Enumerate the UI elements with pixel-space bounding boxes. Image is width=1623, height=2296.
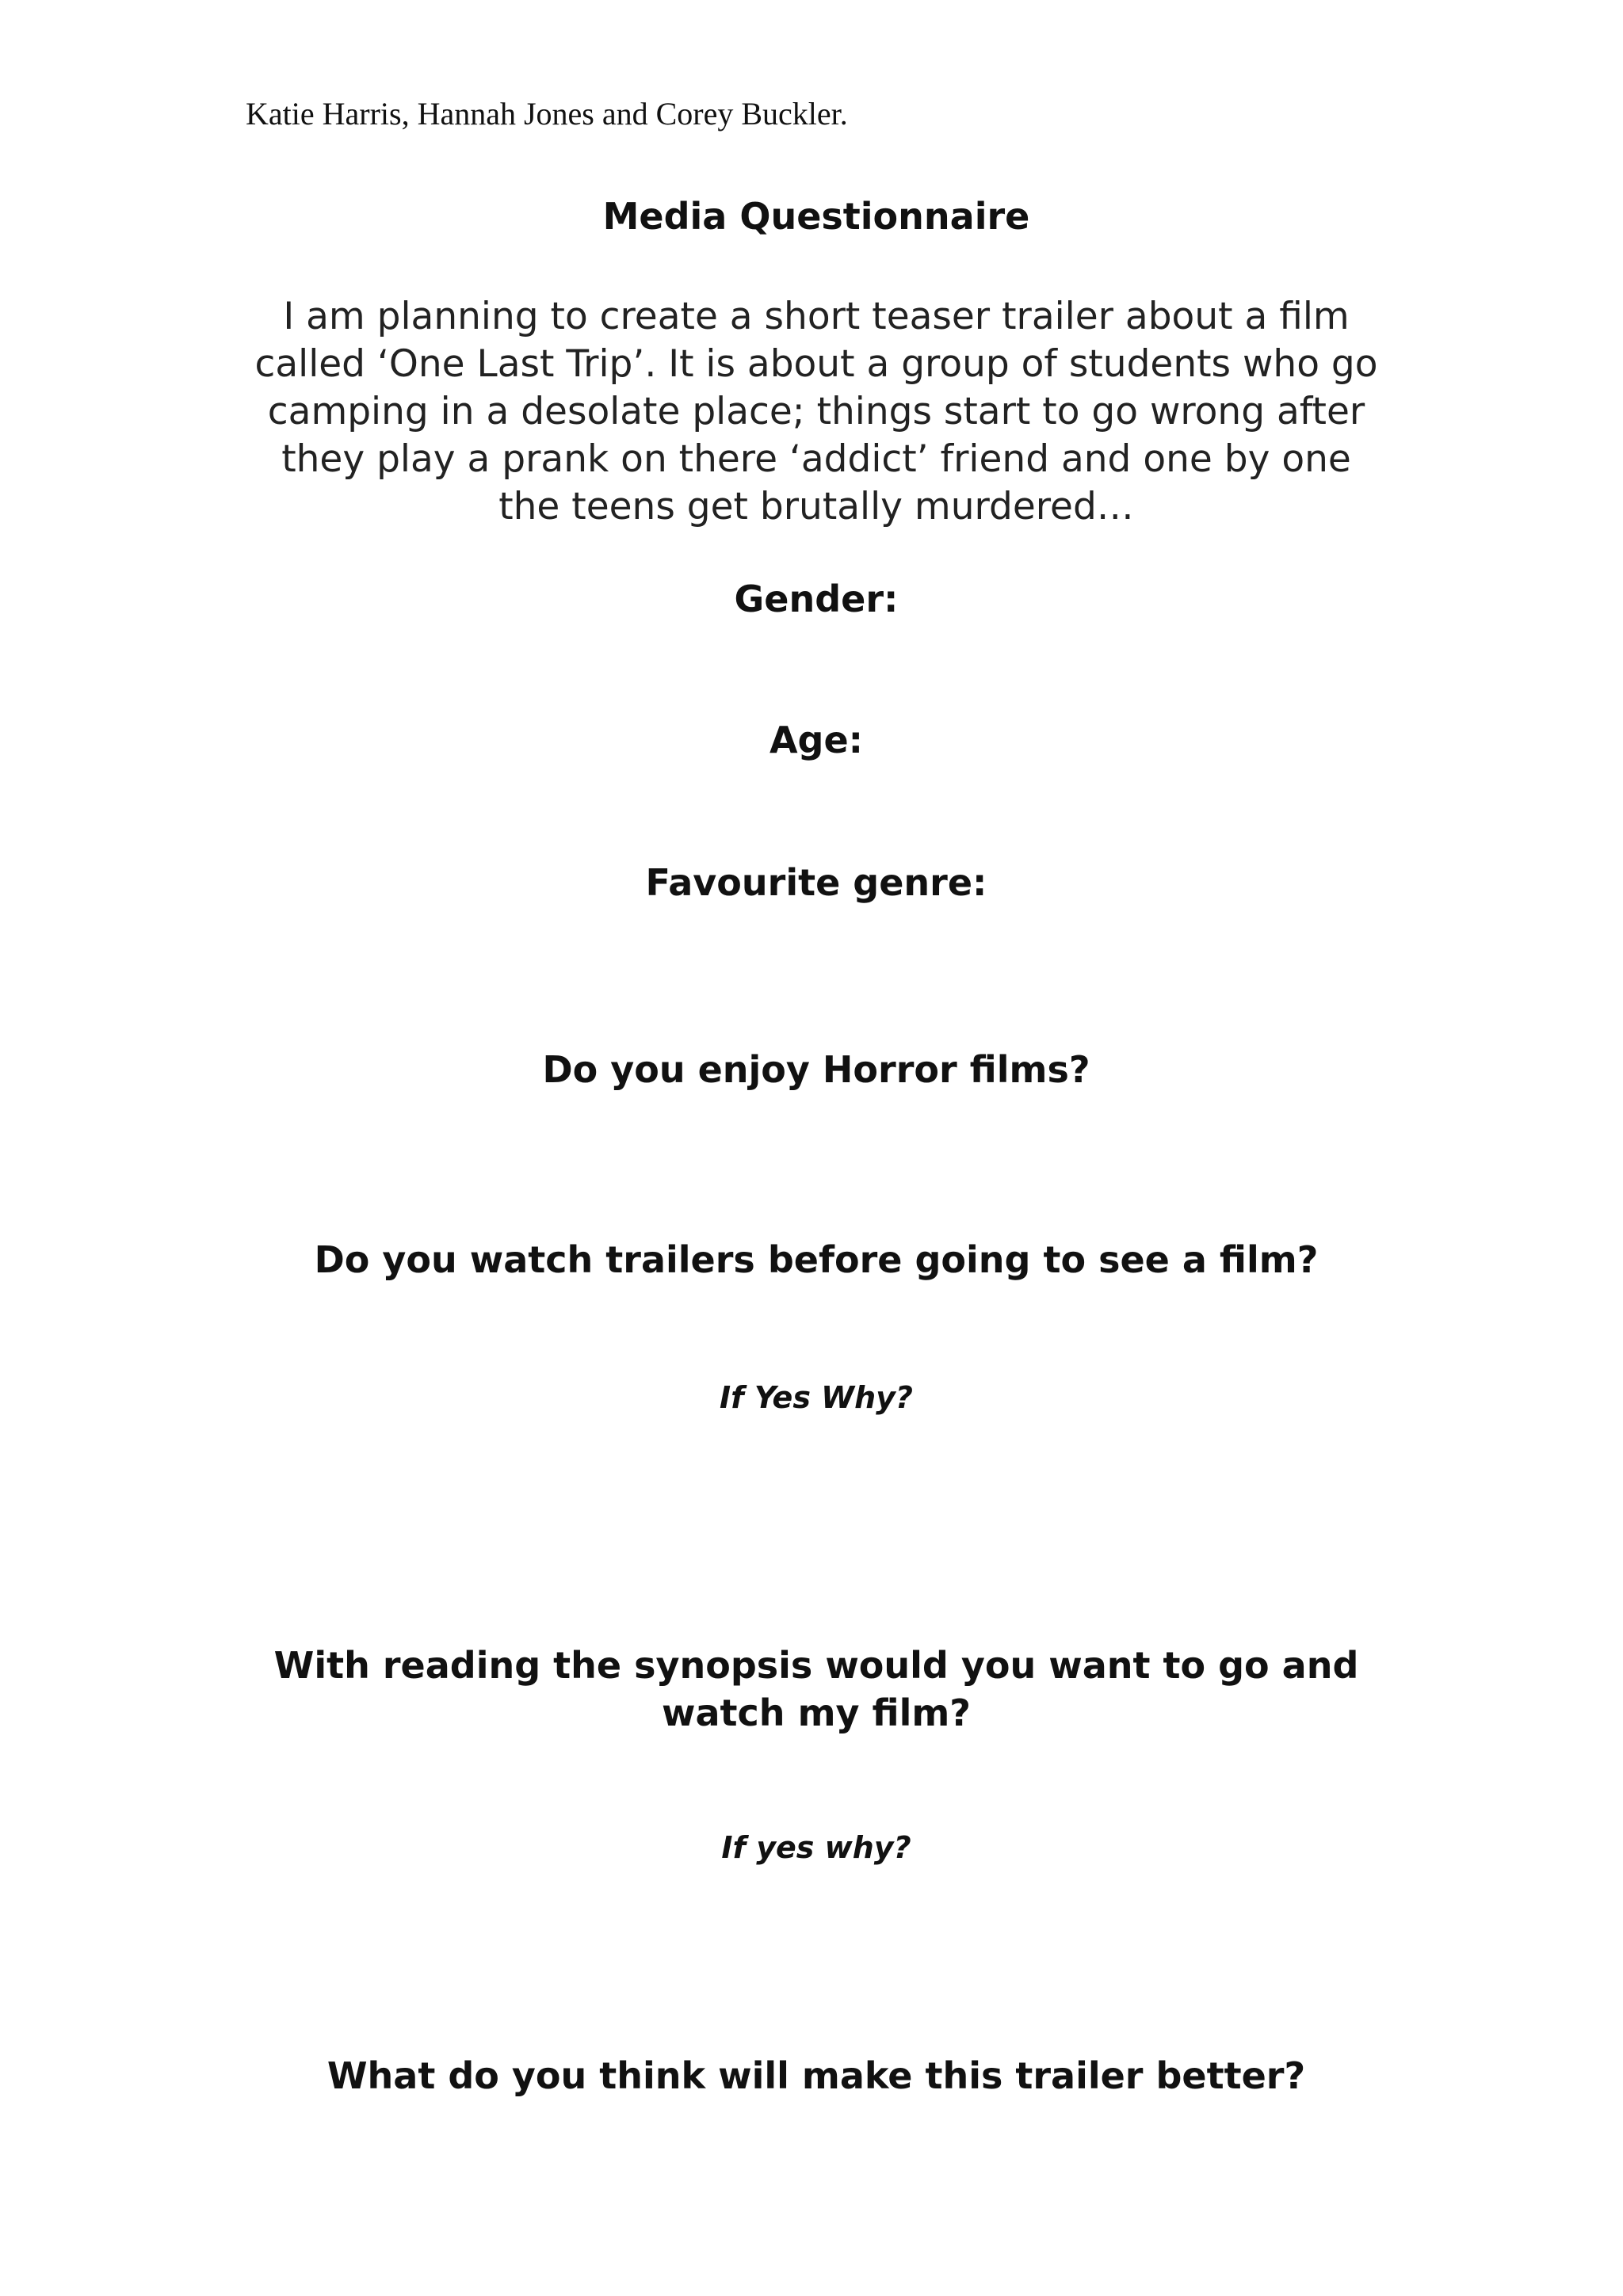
question-improve-trailer: What do you think will make this trailer better?	[327, 2054, 1306, 2097]
synopsis-paragraph: I am planning to create a short teaser trailer about a film called ‘One Last Trip’. It is about a group of students who go camping in a desolate place; things start to go wrong after they play a prank on there ‘addict’ friend and one by one the teens get brutally murdered…	[254, 295, 1378, 528]
question-synopsis-interest: With reading the synopsis would you want to go and watch my film?	[273, 1644, 1359, 1734]
question-gender: Gender:	[734, 578, 899, 620]
page-title: Media Questionnaire	[602, 195, 1030, 238]
followup-watch-trailers: If Yes Why?	[720, 1380, 913, 1415]
question-age: Age:	[769, 719, 864, 761]
question-watch-trailers: Do you watch trailers before going to see a film?	[314, 1238, 1319, 1281]
question-enjoy-horror: Do you enjoy Horror films?	[542, 1048, 1090, 1091]
followup-synopsis-interest: If yes why?	[721, 1830, 911, 1865]
author-names: Katie Harris, Hannah Jones and Corey Buckler.	[246, 96, 848, 132]
question-favourite-genre: Favourite genre:	[645, 861, 987, 904]
